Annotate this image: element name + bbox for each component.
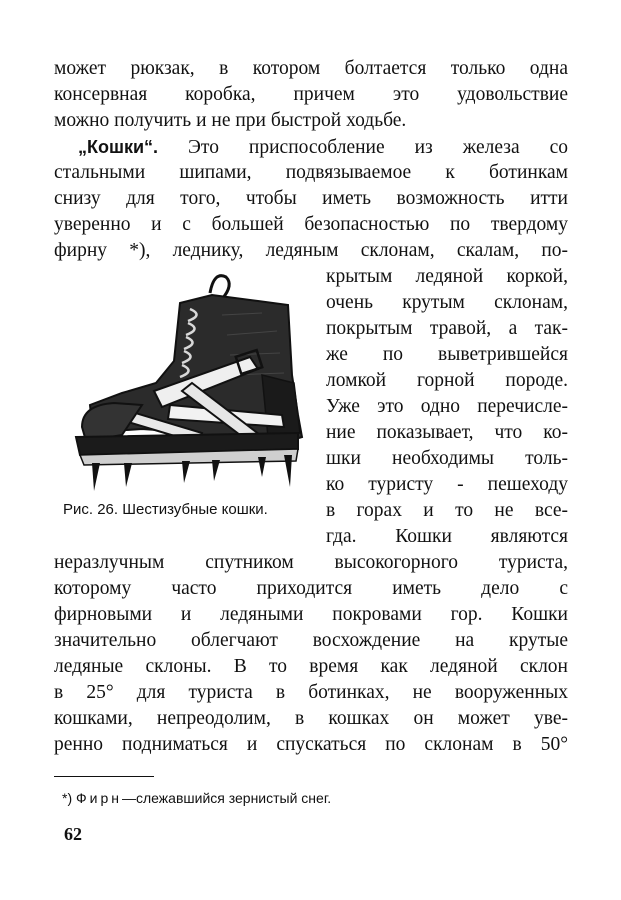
text-line: ренно подниматься и спускаться по склонам в 50° (54, 734, 568, 755)
text-line: в горах и то не все- (326, 500, 568, 521)
footnote-term: Фирн (76, 790, 122, 806)
text-line: стальными шипами, подвязываемое к ботинкам (54, 162, 568, 183)
text-line: фирну *), леднику, ледяным склонам, скалам, по- (54, 240, 568, 261)
text-line: же по выветрившейся (326, 344, 568, 365)
text-line: в 25° для туриста в ботинках, не вооруженных (54, 682, 568, 703)
text-line: уверенно и с большей безопасностью по твердому (54, 214, 568, 235)
paragraph-first-line (78, 134, 568, 161)
text-line: может рюкзак, в котором болтается только одна (54, 58, 568, 79)
text-line: Уже это одно перечисле- (326, 396, 568, 417)
footnote-divider (54, 776, 154, 777)
text-line: ломкой горной породе. (326, 370, 568, 391)
text-line: фирновыми и ледяными покровами гор. Кошки (54, 604, 568, 625)
text-line: значительно облегчают восхождение на крутые (54, 630, 568, 651)
text-line: крытым ледяной коркой, (326, 266, 568, 287)
text-line: ко туристу - пешеходу (326, 474, 568, 495)
text-line: которому часто приходится иметь дело с (54, 578, 568, 599)
text-line: гда. Кошки являются (326, 526, 568, 547)
page-number: 62 (64, 824, 82, 844)
text-line: консервная коробка, причем это удовольствие (54, 84, 568, 105)
text-line: очень крутым склонам, (326, 292, 568, 313)
text-line: ледяные склоны. В то время как ледяной склон (54, 656, 568, 677)
text-line: шки необходимы толь- (326, 448, 568, 469)
footnote-text: —слежавшийся зернистый снег. (122, 790, 332, 806)
figure-caption: Рис. 26. Шестизубные кошки. (63, 501, 268, 518)
text-line: ние показывает, что ко- (326, 422, 568, 443)
text-line: покрытым травой, а так- (326, 318, 568, 339)
footnote (62, 788, 331, 808)
text-line: снизу для того, чтобы иметь возможность итти (54, 188, 568, 209)
term-koshki: „Кошки“. (78, 137, 159, 157)
footnote-marker: *) (62, 790, 73, 806)
text-line: можно получить и не при быстрой ходьбе. (54, 110, 407, 131)
crampon-boot-illustration (62, 265, 308, 505)
text-span: Это приспособление из железа со (158, 137, 568, 158)
text-line: кошками, непреодолим, в кошках он может уве- (54, 708, 568, 729)
text-line: неразлучным спутником высокогорного туриста, (54, 552, 568, 573)
